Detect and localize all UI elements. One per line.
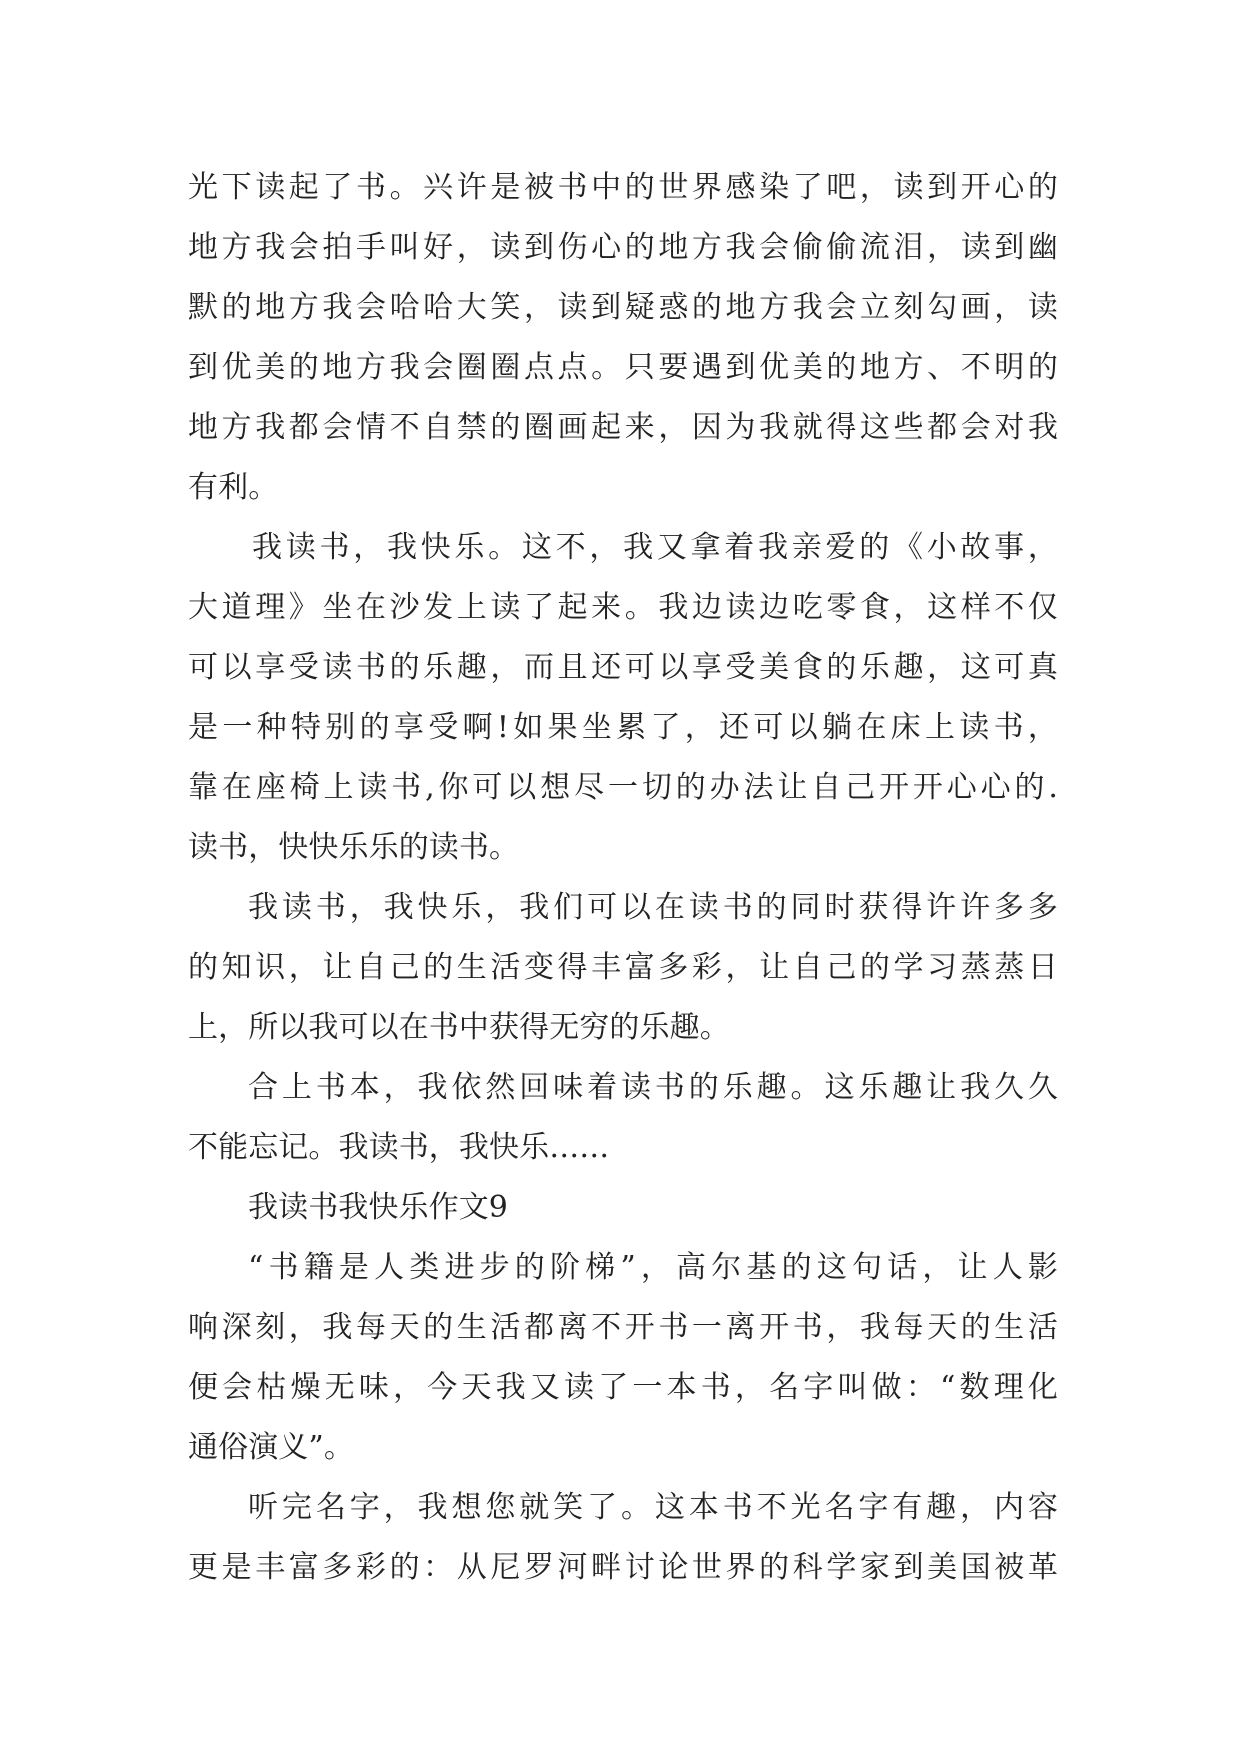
text-line: 我读书我快乐作文9 xyxy=(248,1190,508,1225)
text-line: 的知识，让自己的生活变得丰富多彩，让自己的学习蒸蒸日 xyxy=(188,950,1058,985)
text-line: 是一种特别的享受啊!如果坐累了，还可以躺在床上读书， xyxy=(188,710,1058,745)
text-line: 光下读起了书。兴许是被书中的世界感染了吧，读到开心的 xyxy=(188,170,1058,205)
text-line: 地方我会拍手叫好，读到伤心的地方我会偷偷流泪，读到幽 xyxy=(188,230,1058,265)
text-line: 我读书，我快乐。这不，我又拿着我亲爱的《小故事， xyxy=(252,530,1058,565)
text-line: 响深刻，我每天的生活都离不开书一离开书，我每天的生活 xyxy=(188,1310,1058,1345)
text-line: 默的地方我会哈哈大笑，读到疑惑的地方我会立刻勾画，读 xyxy=(188,290,1058,325)
text-line: 上，所以我可以在书中获得无穷的乐趣。 xyxy=(188,1010,730,1045)
text-line: 听完名字，我想您就笑了。这本书不光名字有趣，内容 xyxy=(248,1490,1058,1525)
text-line: 我读书，我快乐，我们可以在读书的同时获得许许多多 xyxy=(248,890,1058,925)
text-line: 可以享受读书的乐趣，而且还可以享受美食的乐趣，这可真 xyxy=(188,650,1058,685)
document-page xyxy=(188,158,1058,1598)
text-line: 通俗演义”。 xyxy=(188,1430,354,1465)
text-line: 读书，快快乐乐的读书。 xyxy=(188,830,520,865)
text-line: 更是丰富多彩的：从尼罗河畔讨论世界的科学家到美国被革 xyxy=(188,1550,1058,1585)
text-line: “书籍是人类进步的阶梯”，高尔基的这句话，让人影 xyxy=(248,1250,1058,1285)
text-line: 大道理》坐在沙发上读了起来。我边读边吃零食，这样不仅 xyxy=(188,590,1058,625)
text-line: 便会枯燥无味，今天我又读了一本书，名字叫做：“数理化 xyxy=(188,1370,1058,1405)
text-line: 有利。 xyxy=(188,470,279,505)
text-line: 到优美的地方我会圈圈点点。只要遇到优美的地方、不明的 xyxy=(188,350,1058,385)
text-line: 不能忘记。我读书，我快乐…… xyxy=(188,1130,610,1165)
text-line: 靠在座椅上读书,你可以想尽一切的办法让自己开开心心的. xyxy=(188,770,1058,805)
text-line: 地方我都会情不自禁的圈画起来，因为我就得这些都会对我 xyxy=(188,410,1058,445)
text-line: 合上书本，我依然回味着读书的乐趣。这乐趣让我久久 xyxy=(248,1070,1058,1105)
